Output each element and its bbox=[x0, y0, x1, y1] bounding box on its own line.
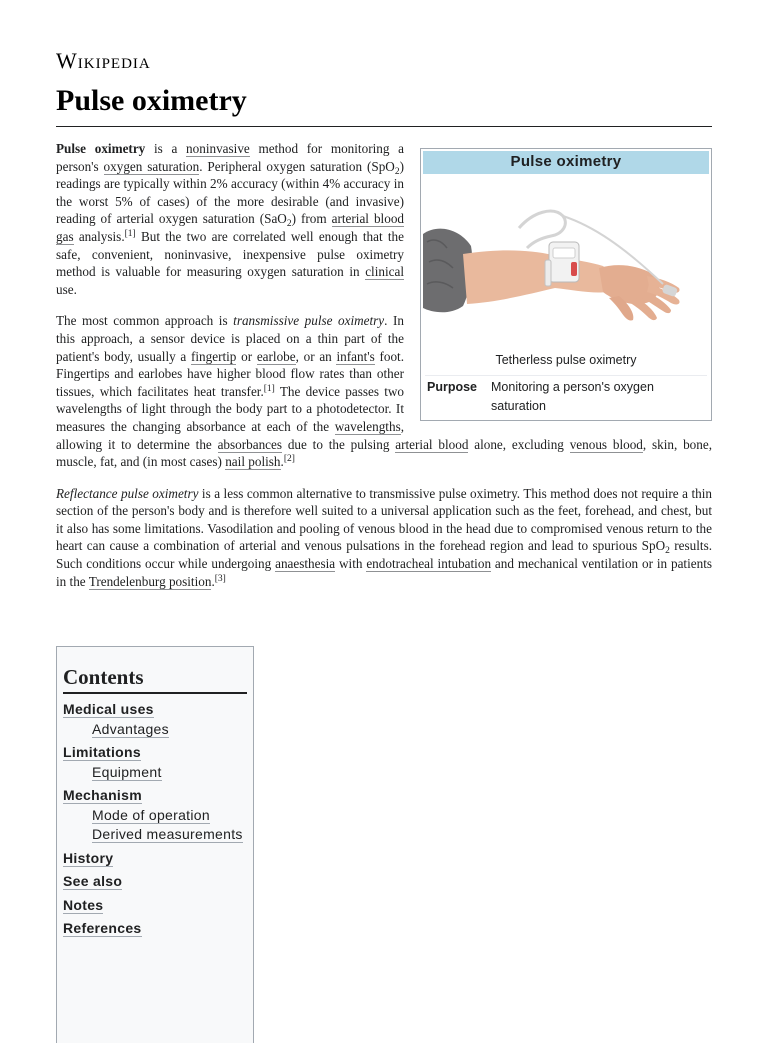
text-run: The device passes two wavelengths of light through the body part to a photodetector. It measures the changing absorbance at each of the bbox=[56, 383, 404, 434]
infobox-value-purpose: Monitoring a person's oxygen saturation bbox=[491, 380, 654, 414]
emphasis: Reflectance pulse oximetry bbox=[56, 485, 199, 501]
text-run: , or an bbox=[295, 348, 337, 364]
text-run: The most common approach is bbox=[56, 313, 234, 329]
link-wavelengths[interactable]: wavelengths bbox=[334, 418, 401, 434]
link-earlobe[interactable]: earlobe bbox=[256, 348, 296, 364]
wrist-oximeter-illustration bbox=[423, 176, 709, 348]
toc-title: Contents bbox=[63, 665, 247, 694]
link-infant[interactable]: infant's bbox=[336, 348, 375, 364]
toc-link-equipment[interactable]: Equipment bbox=[92, 763, 162, 780]
text-run: or bbox=[236, 348, 257, 364]
text-run: and mechanical ventilation or in patients in the bbox=[56, 556, 713, 589]
citation-2[interactable]: [2] bbox=[283, 454, 295, 465]
link-trendelenburg-position[interactable]: Trendelenburg position bbox=[88, 573, 212, 589]
link-arterial-blood-gas[interactable]: arterial blood gas bbox=[56, 211, 405, 244]
wikipedia-wordmark[interactable]: Wikipedia bbox=[56, 48, 151, 73]
link-anaesthesia[interactable]: anaesthesia bbox=[275, 556, 336, 572]
toc-link-history[interactable]: History bbox=[63, 849, 114, 866]
infobox-title: Pulse oximetry bbox=[423, 151, 709, 174]
citation-1[interactable]: [1] bbox=[263, 383, 275, 394]
text-run: results. Such conditions occur while undergoing bbox=[56, 538, 713, 572]
toc-link-mechanism[interactable]: Mechanism bbox=[63, 787, 142, 803]
toc-link-notes[interactable]: Notes bbox=[63, 896, 104, 913]
title-divider bbox=[56, 126, 712, 127]
paragraph-reflectance bbox=[56, 485, 712, 591]
link-arterial-blood[interactable]: arterial blood bbox=[395, 436, 469, 452]
toc-item-notes bbox=[63, 896, 247, 916]
text-run: analysis. bbox=[73, 228, 125, 244]
text-run: is a less common alternative to transmissive pulse oximetry. This method does not require a thin section of the person's body and is therefore well suited to a universal application such as the feet, forehead, and chest, but it also has some limitations. Vasodilation and pooling of venous blood in the head due to compromised venous return to the heart can cause a combination of arterial and venous pulsations in the forehead region and lead to spurious SpO bbox=[56, 485, 712, 554]
link-endotracheal-intubation[interactable]: endotracheal intubation bbox=[366, 556, 492, 572]
text-run: , allowing it to determine the bbox=[56, 418, 404, 452]
page-title: Pulse oximetry bbox=[56, 84, 247, 117]
infobox-row-purpose bbox=[425, 375, 707, 420]
toc-item-see-also bbox=[63, 872, 247, 892]
lead-term: Pulse oximetry bbox=[56, 141, 146, 156]
link-nail-polish[interactable]: nail polish bbox=[225, 454, 281, 470]
subscript: 2 bbox=[286, 219, 292, 230]
toc-item-equipment bbox=[63, 763, 247, 783]
text-run: . Peripheral oxygen saturation (SpO bbox=[199, 158, 395, 174]
text-run: But the two are correlated well enough that the safe, convenient, noninvasive, inexpensive pulse oximetry method is valuable for measuring oxygen saturation in bbox=[56, 228, 404, 280]
text-run: with bbox=[335, 556, 367, 572]
citation-3[interactable]: [3] bbox=[214, 573, 226, 584]
infobox-label-purpose: Purpose bbox=[427, 380, 478, 395]
text-run: , skin, bone, muscle, fat, and (in most cases) bbox=[56, 436, 712, 470]
text-run: . bbox=[211, 573, 215, 589]
text-run: alone, excluding bbox=[468, 436, 570, 452]
toc-item-history bbox=[63, 849, 247, 869]
text-run: ) from bbox=[291, 211, 332, 227]
text-run: . bbox=[280, 454, 284, 470]
toc-link-derived-measurements[interactable]: Derived measurements bbox=[92, 826, 243, 842]
article-body bbox=[56, 140, 712, 604]
toc-link-advantages[interactable]: Advantages bbox=[92, 720, 169, 737]
toc-item-mode-of-operation bbox=[63, 806, 247, 826]
link-absorbances[interactable]: absorbances bbox=[217, 436, 283, 452]
link-clinical[interactable]: clinical bbox=[365, 264, 404, 280]
toc-link-limitations[interactable]: Limitations bbox=[63, 744, 141, 760]
citation-1[interactable]: [1] bbox=[124, 228, 136, 239]
text-run: method for monitoring a person's bbox=[56, 141, 404, 174]
text-run: due to the pulsing bbox=[282, 436, 396, 452]
toc-list bbox=[63, 700, 247, 939]
text-run: foot. Fingertips and earlobes have higher blood flow rates than other tissues, which facilitates heat transfer. bbox=[56, 348, 404, 399]
link-oxygen-saturation[interactable]: oxygen saturation bbox=[103, 158, 200, 174]
toc-item-references bbox=[63, 919, 247, 939]
text-run: . In this approach, a sensor device is placed on a thin part of the patient's body, usually a bbox=[56, 313, 404, 364]
subscript: 2 bbox=[665, 546, 670, 557]
subscript: 2 bbox=[394, 166, 400, 177]
text-run: use. bbox=[56, 281, 77, 297]
toc-item-derived-measurements bbox=[63, 825, 247, 845]
emphasis: transmissive pulse oximetry bbox=[233, 313, 385, 329]
toc-link-mode-of-operation[interactable]: Mode of operation bbox=[92, 806, 210, 823]
toc-link-references[interactable]: References bbox=[63, 920, 142, 936]
table-of-contents bbox=[56, 646, 254, 1043]
text-run: is a bbox=[145, 141, 187, 156]
toc-item-advantages bbox=[63, 720, 247, 740]
toc-item-limitations bbox=[63, 743, 247, 763]
infobox-caption: Tetherless pulse oximetry bbox=[495, 352, 637, 367]
toc-item-mechanism bbox=[63, 786, 247, 806]
text-run: ) readings are typically within 2% accuracy (within 4% accuracy in the worst 5% of cases) of the more desirable (and invasive) reading of arterial oxygen saturation (SaO bbox=[56, 158, 404, 227]
toc-link-medical-uses[interactable]: Medical uses bbox=[63, 701, 154, 717]
toc-link-see-also[interactable]: See also bbox=[63, 873, 123, 889]
link-fingertip[interactable]: fingertip bbox=[190, 348, 237, 364]
wrist-pulse-oximeter-image[interactable] bbox=[423, 176, 709, 348]
link-venous-blood[interactable]: venous blood bbox=[569, 436, 643, 452]
infobox bbox=[420, 148, 712, 421]
toc-item-medical-uses bbox=[63, 700, 247, 720]
link-noninvasive[interactable]: noninvasive bbox=[186, 141, 250, 156]
